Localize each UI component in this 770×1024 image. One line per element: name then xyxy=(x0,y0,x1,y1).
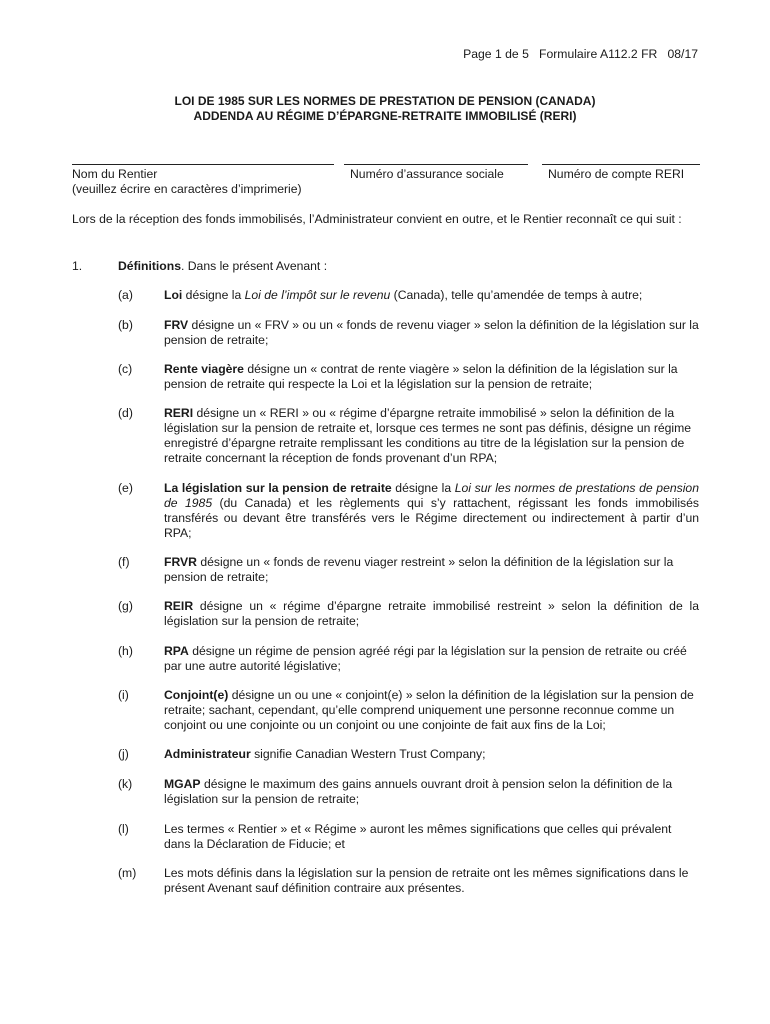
definition-letter: (d) xyxy=(118,406,133,420)
account-line xyxy=(542,164,700,165)
definition-text-end: (du Canada) et les règlements qui s’y rattachent, régissant les fonds immobilisés transférés ou devant être transférés vers le Régime directement ou indirectement à partir d’un RPA; xyxy=(164,496,699,540)
account-number-field[interactable] xyxy=(542,152,700,182)
definition-letter: (i) xyxy=(118,688,129,702)
definition-term: Conjoint(e) xyxy=(164,688,229,702)
definition-letter: (k) xyxy=(118,777,133,791)
definition-term: La législation sur la pension de retraite xyxy=(164,481,392,495)
section-number: 1. xyxy=(72,259,83,273)
definition-letter: (h) xyxy=(118,644,133,658)
definition-text: désigne un « RERI » ou « régime d’épargne retraite immobilisé » selon la définition de la législation sur la pension de retraite et, lorsque ces termes ne sont pas définis, désigne un régime enregistré d’épargne retraite remplissant les conditions au titre de la législation sur la pension de retraite concernant la réception de fonds provenant d’un RPA; xyxy=(164,406,692,465)
definition-text: désigne un « fonds de revenu viager restreint » selon la définition de la législation sur la pension de retraite; xyxy=(164,555,674,584)
name-label: Nom du Rentier xyxy=(72,167,158,181)
sin-field[interactable] xyxy=(344,152,528,182)
definition-body xyxy=(164,288,699,303)
definition-body xyxy=(164,318,699,348)
definition-letter: (m) xyxy=(118,866,137,880)
definition-letter: (l) xyxy=(118,822,129,836)
definition-body xyxy=(164,688,699,733)
definition-text: désigne la xyxy=(391,481,455,495)
definition-term: RERI xyxy=(164,406,194,420)
definition-text: Les mots définis dans la législation sur la pension de retraite ont les mêmes significations dans le présent Avenant sauf définition contraire aux présentes. xyxy=(164,866,689,895)
definition-letter: (j) xyxy=(118,747,129,761)
page-number: Page 1 de 5 xyxy=(463,47,529,61)
definition-body xyxy=(164,644,699,674)
definition-term: Loi xyxy=(164,288,183,302)
definition-body xyxy=(164,822,699,852)
section-term: Définitions xyxy=(118,259,181,273)
definition-text: signifie Canadian Western Trust Company; xyxy=(250,747,486,761)
definition-letter: (g) xyxy=(118,599,133,613)
definition-body xyxy=(164,599,699,629)
definition-letter: (c) xyxy=(118,362,133,376)
section-text: . Dans le présent Avenant : xyxy=(180,259,328,273)
definition-text: désigne un régime de pension agréé régi par la législation sur la pension de retraite ou créé par une autre autorité législative; xyxy=(164,644,687,673)
annuitant-fields xyxy=(72,152,700,202)
definition-body xyxy=(164,406,699,466)
definition-letter: (a) xyxy=(118,288,133,302)
page-header xyxy=(463,47,698,62)
definition-term: REIR xyxy=(164,599,194,613)
title-line-2: ADDENDA AU RÉGIME D’ÉPARGNE-RETRAITE IMMOBILISÉ (RERI) xyxy=(193,109,577,123)
sin-label: Numéro d’assurance sociale xyxy=(350,167,504,181)
intro-paragraph: Lors de la réception des fonds immobilisés, l’Administrateur convient en outre, et le Rentier reconnaît ce qui suit : xyxy=(72,212,682,226)
definition-body xyxy=(164,866,699,896)
definition-letter: (f) xyxy=(118,555,130,569)
definition-term: MGAP xyxy=(164,777,201,791)
definition-text-end: (Canada), telle qu’amendée de temps à autre; xyxy=(390,288,643,302)
definition-body xyxy=(164,555,699,585)
definition-text: désigne un « contrat de rente viagère » selon la définition de la législation sur la pension de retraite qui respecte la Loi et la législation sur la pension de retraite; xyxy=(164,362,678,391)
name-signature-line xyxy=(72,164,334,165)
definition-text: désigne un « régime d’épargne retraite immobilisé restreint » selon la définition de la législation sur la pension de retraite; xyxy=(164,599,699,628)
definition-text: désigne un « FRV » ou un « fonds de revenu viager » selon la définition de la législation sur la pension de retraite; xyxy=(164,318,699,347)
form-number: Formulaire A112.2 FR xyxy=(539,47,658,61)
definition-italic: Loi sur les normes de prestations de pension de 1985 xyxy=(164,481,699,510)
definition-body xyxy=(164,481,699,541)
form-date: 08/17 xyxy=(667,47,698,61)
definition-italic: Loi de l’impôt sur le revenu xyxy=(244,288,391,302)
definition-letter: (b) xyxy=(118,318,133,332)
document-title xyxy=(0,94,770,124)
definition-letter: (e) xyxy=(118,481,133,495)
definition-term: FRVR xyxy=(164,555,197,569)
sin-line xyxy=(344,164,528,165)
section-heading xyxy=(118,259,327,274)
definition-body xyxy=(164,777,699,807)
definition-term: RPA xyxy=(164,644,189,658)
definition-term: Administrateur xyxy=(164,747,251,761)
definition-term: Rente viagère xyxy=(164,362,244,376)
definition-text: désigne le maximum des gains annuels ouvrant droit à pension selon la définition de la législation sur la pension de retraite; xyxy=(164,777,673,806)
definition-text: Les termes « Rentier » et « Régime » auront les mêmes significations que celles qui prévalent dans la Déclaration de Fiducie; et xyxy=(164,822,672,851)
definition-text: désigne la xyxy=(182,288,245,302)
name-hint: (veuillez écrire en caractères d’imprimerie) xyxy=(72,182,302,196)
definition-body xyxy=(164,362,699,392)
definition-body xyxy=(164,747,699,762)
annuitant-name-field[interactable] xyxy=(72,152,334,197)
definition-text: désigne un ou une « conjoint(e) » selon la définition de la législation sur la pension de retraite; sachant, cependant, qu’elle comprend uniquement une personne reconnue comme un conjoint ou une conjointe ou un conjoint ou une conjointe de fait aux fins de la Loi; xyxy=(164,688,694,732)
account-label: Numéro de compte RERI xyxy=(548,167,685,181)
title-line-1: LOI DE 1985 SUR LES NORMES DE PRESTATION DE PENSION (CANADA) xyxy=(174,94,596,108)
definition-term: FRV xyxy=(164,318,189,332)
